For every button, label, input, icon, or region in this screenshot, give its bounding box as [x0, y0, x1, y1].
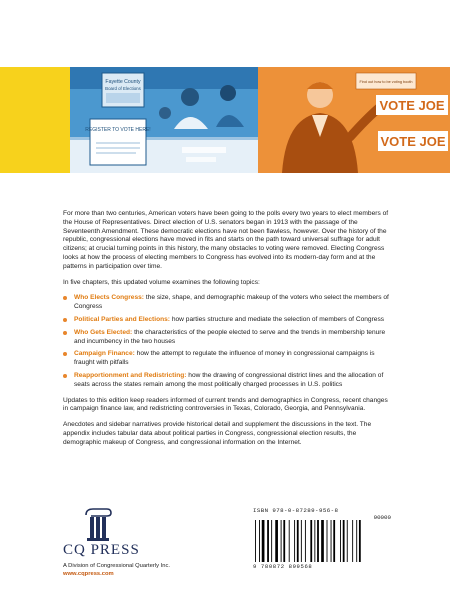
barcode-bar — [343, 520, 345, 562]
register-to-vote-text: REGISTER TO VOTE HERE! — [85, 127, 151, 133]
barcode-bar — [275, 520, 278, 562]
bullet-icon — [63, 352, 67, 356]
updates-paragraph: Updates to this edition keep readers informed of current trends and demographics in Congress, recent changes in campaign finance law, and redistricting controversies in Texas, Colorado, Georgia, and Pennsylvania. — [63, 396, 388, 413]
topic-text: how the drawing of congressional district lines and the allocation of seats across the states remain among the most politically charged processes in U.S. politics — [74, 371, 384, 388]
vote-joe-illustration — [258, 67, 450, 173]
publisher-name: CQ PRESS — [63, 542, 140, 558]
isbn-text: ISBN 978-0-87289-956-8 — [253, 507, 339, 514]
barcode-bar — [294, 520, 295, 562]
bullet-icon — [63, 331, 67, 335]
barcode-bar — [281, 520, 282, 562]
topic-title: Who Elects Congress: — [74, 294, 144, 302]
cover-photo-band — [0, 67, 450, 173]
bullet-icon — [63, 296, 67, 300]
publisher-division: A Division of Congressional Quarterly Inc. — [63, 563, 170, 569]
topic-text: the size, shape, and demographic makeup of the voters who select the members of Congress — [74, 294, 389, 311]
barcode-bars — [253, 520, 391, 564]
barcode-bar — [331, 520, 332, 562]
list-item — [63, 294, 389, 312]
price-code: 90000 — [373, 514, 391, 521]
barcode-bar — [271, 520, 272, 562]
voter-registration-illustration — [70, 67, 258, 173]
bullet-icon — [63, 374, 67, 378]
barcode-bar — [333, 520, 335, 562]
yellow-color-block — [0, 67, 70, 173]
list-item — [63, 350, 389, 368]
vote-joe-text-1: VOTE JOE — [379, 98, 445, 113]
intro-paragraph: For more than two centuries, American voters have been going to the polls every two years to elect members of the House of Representatives. Direct election of U.S. senators began in 1913 with the passage of the Seventeenth Amendment. These democratic elections have not been flawless, however. Over the history of the republic, congressional elections have moved in fits and starts on the path toward universal suffrage for adult citizens; at crucial turning points in this history, the many obstacles to voting were removed. Electing Congress looks at how the process of electing members to Congress has evolved into its modern-day form and at the patterns in participation over time. — [63, 210, 389, 270]
publisher-block — [63, 508, 183, 590]
barcode-number: 9 780872 899568 — [253, 563, 313, 570]
barcode-bar — [259, 520, 260, 562]
topic-text: the characteristics of the people elected to serve and the trends in membership tenure and incumbency in the two houses — [74, 328, 386, 345]
barcode-bar — [356, 520, 357, 562]
barcode-bar — [359, 520, 361, 562]
topic-title: Reapportionment and Redistricting: — [74, 371, 187, 379]
isbn-barcode — [253, 507, 391, 570]
register-to-vote-sign — [90, 119, 146, 165]
topic-title: Campaign Finance: — [74, 350, 135, 358]
list-item — [63, 316, 389, 325]
back-cover-description — [63, 210, 389, 455]
vote-joe-text-2: VOTE JOE — [380, 134, 446, 149]
barcode-bar — [321, 520, 324, 562]
barcode-bar — [347, 520, 348, 562]
barcode-bar — [317, 520, 319, 562]
topic-list — [63, 294, 389, 389]
barcode-bar — [301, 520, 302, 562]
board-of-elections-text: Board of Elections — [105, 86, 141, 91]
column-logo-icon — [83, 508, 113, 542]
anecdotes-paragraph: Anecdotes and sidebar narratives provide historical detail and supplement the discussions in the text. The appendix includes tabular data about political parties in Congress, congressional election results, the demographic makeup of Congress, and congressional information on the Internet. — [63, 421, 372, 446]
publisher-url: www.cqpress.com — [63, 571, 114, 577]
barcode-bar — [310, 520, 312, 562]
photo-voter-registration — [70, 67, 258, 173]
barcode-bar — [283, 520, 285, 562]
topic-title: Political Parties and Elections: — [74, 315, 171, 323]
barcode-bar — [267, 520, 269, 562]
bullet-icon — [63, 318, 67, 322]
list-item — [63, 329, 389, 347]
barcode-bar — [352, 520, 353, 562]
barcode-bar — [305, 520, 306, 562]
list-item — [63, 372, 389, 390]
topic-text: how parties structure and mediate the selection of members of Congress — [170, 315, 385, 323]
photo-vote-joe-candidate — [258, 67, 450, 173]
barcode-bar — [262, 520, 265, 562]
flyer-text: Find out how to be voting booth — [359, 80, 413, 84]
barcode-bar — [314, 520, 315, 562]
barcode-bar — [255, 520, 256, 562]
barcode-bar — [327, 520, 328, 562]
fayette-county-text: Fayette County — [105, 79, 141, 85]
barcode-bar — [340, 520, 341, 562]
topic-text: how the attempt to regulate the influence of money in congressional campaigns is fraught with pitfalls — [74, 350, 375, 367]
chapters-lead: In five chapters, this updated volume examines the following topics: — [63, 278, 260, 286]
barcode-bar — [297, 520, 299, 562]
barcode-bar — [289, 520, 290, 562]
topic-title: Who Gets Elected: — [74, 328, 133, 336]
